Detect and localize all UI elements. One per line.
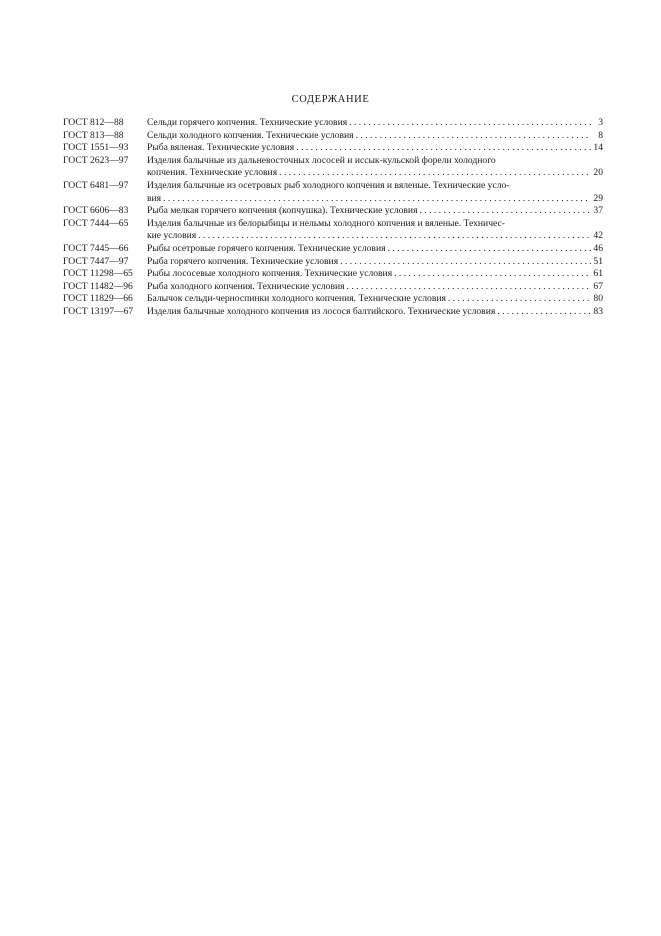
page-number: 61: [593, 268, 603, 280]
standard-code: ГОСТ 6606—83: [63, 205, 129, 217]
dot-leader: [340, 256, 591, 269]
dot-leader: [497, 306, 591, 319]
page-number: 20: [593, 167, 603, 179]
toc-entry: [63, 218, 603, 243]
page-number: 29: [593, 192, 603, 204]
standard-code: ГОСТ 7447—97: [63, 255, 129, 267]
standard-code: ГОСТ 13197—67: [63, 305, 134, 317]
entry-title-first-line: Изделия балычные из дальневосточных лососей и иссык-кульской форели холодного: [147, 154, 496, 166]
toc-entry: [63, 281, 603, 294]
standard-code: ГОСТ 11482—96: [63, 280, 133, 292]
dot-leader: [198, 230, 591, 243]
toc-entry: [63, 256, 603, 269]
dot-leader: [448, 293, 591, 306]
page-number: 3: [598, 117, 603, 128]
standard-code: ГОСТ 7445—66: [63, 242, 129, 254]
standard-code: ГОСТ 2623—97: [63, 154, 129, 166]
dot-leader: [388, 243, 592, 256]
page-number: 67: [593, 280, 603, 292]
page-number: 51: [593, 255, 603, 267]
toc-entry: [63, 306, 603, 319]
page-number: 42: [593, 230, 603, 242]
entry-body: [147, 117, 603, 130]
entry-title: Рыбы осетровые горячего копчения. Технические условия: [147, 242, 386, 254]
dot-leader: [347, 281, 591, 294]
entry-title: Сельди холодного копчения. Технические условия: [147, 129, 354, 141]
entry-title: Изделия балычные холодного копчения из лосося балтийского. Технические условия: [147, 305, 496, 317]
page-number: 8: [598, 129, 603, 141]
page-number: 37: [593, 205, 603, 217]
toc-entry: [63, 205, 603, 218]
dot-leader: [394, 268, 591, 281]
toc-entry: [63, 130, 603, 143]
entry-title: Сельди горячего копчения. Технические условия: [147, 117, 348, 128]
dot-leader: [419, 205, 591, 218]
dot-leader: [279, 167, 591, 180]
entry-title: Балычок сельди-черноспинки холодного копчения. Технические условия: [147, 293, 446, 305]
entry-title: Рыба вяленая. Технические условия: [147, 142, 295, 154]
entry-body: [147, 281, 603, 294]
toc-entry: [63, 117, 603, 130]
dot-leader: [163, 193, 591, 206]
entry-body: [147, 155, 603, 180]
entry-body: [147, 205, 603, 218]
standard-code: ГОСТ 812—88: [63, 117, 124, 128]
entry-body: [147, 142, 603, 155]
standard-code: ГОСТ 11829—66: [63, 293, 133, 305]
entry-body: [147, 180, 603, 205]
toc-entry: [63, 268, 603, 281]
standard-code: ГОСТ 1551—93: [63, 142, 129, 154]
entry-title: вия: [147, 192, 162, 204]
toc-entry: [63, 293, 603, 306]
entry-title: Рыба мелкая горячего копчения (копчушка). Технические условия: [147, 205, 418, 217]
entry-body: [147, 218, 603, 243]
toc-entry: [63, 155, 603, 180]
page-number: 80: [593, 293, 603, 305]
toc-entry: [63, 180, 603, 205]
entry-title: кие условия: [147, 230, 197, 242]
entry-body: [147, 306, 603, 319]
standard-code: ГОСТ 7444—65: [63, 217, 129, 229]
toc-entry: [63, 142, 603, 155]
entry-title: Рыба горячего копчения. Технические условия: [147, 255, 339, 267]
dot-leader: [296, 142, 591, 155]
standard-code: ГОСТ 11298—65: [63, 268, 133, 280]
contents-heading: СОДЕРЖАНИЕ: [291, 94, 370, 105]
entry-title-first-line: Изделия балычные из белорыбицы и нельмы холодного копчения и вяленые. Техничес-: [147, 217, 505, 229]
dot-leader: [356, 130, 591, 143]
entry-title: копчения. Технические условия: [147, 167, 278, 179]
entry-title: Рыба холодного копчения. Технические условия: [147, 280, 345, 292]
entry-body: [147, 130, 603, 143]
entry-body: [147, 293, 603, 306]
toc-entry: [63, 243, 603, 256]
entry-title: Рыбы лососевые холодного копчения. Технические условия: [147, 268, 393, 280]
entry-body: [147, 243, 603, 256]
page-number: 46: [593, 242, 603, 254]
standard-code: ГОСТ 813—88: [63, 129, 124, 141]
standard-code: ГОСТ 6481—97: [63, 179, 129, 191]
page-number: 14: [593, 142, 603, 154]
page-number: 83: [593, 305, 603, 317]
entry-title-first-line: Изделия балычные из осетровых рыб холодного копчения и вяленые. Технические усло-: [147, 179, 510, 191]
entry-body: [147, 256, 603, 269]
entry-body: [147, 268, 603, 281]
dot-leader: [349, 117, 591, 130]
table-of-contents: [63, 117, 603, 319]
